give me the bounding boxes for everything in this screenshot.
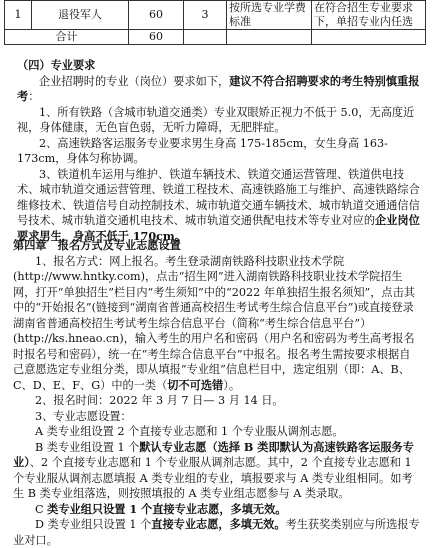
table-cell-total-count: 60	[129, 30, 184, 45]
table-cell-total-label: 合计	[5, 30, 129, 45]
table-cell-major: 退役军人	[32, 1, 129, 30]
group-d: D 类专业组只设置 1 个直接专业志愿，多填无效。考生获奖类别应与所选报专业对口。	[13, 517, 420, 547]
table-cell-no: 1	[5, 1, 32, 30]
section-intro: 企业招聘时的专业（岗位）要求如下，建议不符合招聘要求的考生特别慎重报考：	[17, 73, 420, 103]
requirement-1: 1、所有铁路（含城市轨道交通类）专业双眼矫正视力不低于 5.0，无高度近视，身体健康，无色盲色弱，无听力障碍，无肥胖症。	[17, 105, 415, 134]
table-row-total	[5, 30, 426, 45]
group-b: B 类专业组设置 1 个默认专业志愿（选择 B 类即默认为高速铁路客运服务专业）、2 个直接专业志愿和 1 个专业服从调剂志愿。其中，2 个直接专业志愿和 1 个专业服从调剂志愿填报 A 类专业组的专业，填报要求与 A 类专业组相同。如考生 B 类专业组落选，则按照填报的 A 类专业组志愿参与 A 类录取。	[13, 439, 414, 500]
table-cell-options: 3	[184, 1, 227, 30]
requirement-3: 3、铁道机车运用与维护、铁道车辆技术、铁道交通运营管理、铁道供电技术、城市轨道交通运营管理、铁道工程技术、高速铁路施工与维护、高速铁路综合维修技术、铁道信号自动控制技术、城市轨道交通车辆技术、城市轨道交通通信信号技术、城市轨道交通机电技术、城市轨道交通供配电技术等专业对应的企业岗位要求男生，身高不低于 170cm。	[17, 167, 420, 243]
table-cell-empty	[227, 30, 312, 45]
major-settings: 3、专业志愿设置：	[35, 409, 132, 423]
chapter-4	[13, 238, 421, 548]
table-cell-empty	[184, 30, 227, 45]
requirement-2: 2、高速铁路客运服务专业要求男生身高 175-185cm，女生身高 163-173cm，身体匀称协调。	[17, 136, 388, 165]
quota-table	[4, 0, 426, 45]
group-c: C 类专业组只设置 1 个直接专业志愿，多填无效。	[35, 501, 287, 516]
group-a: A 类专业组设置 2 个直接专业志愿和 1 个专业服从调剂志愿。	[35, 425, 344, 438]
registration-time: 2、报名时间：2022 年 3 月 7 日— 3 月 14 日。	[35, 394, 284, 407]
section-heading: （四）专业要求	[17, 58, 96, 72]
table-cell-empty	[312, 30, 426, 45]
chapter-heading: 第四章 报名方式及专业志愿设置	[13, 239, 181, 252]
table-row	[5, 1, 426, 30]
table-cell-criteria: 按所选专业学费标准	[227, 1, 312, 30]
table-cell-note: 在符合招生专业要求下，单招专业内任选	[312, 1, 426, 30]
section-4	[17, 58, 421, 244]
table-cell-count: 60	[129, 1, 184, 30]
registration-method: 1、报名方式：网上报名。考生登录湖南铁路科技职业技术学院(http://www.hntky.com)，点击“招生网”进入湖南铁路科技职业技术学院招生网，打开“单独招生”栏目内“考生须知”中的“2022 年单独招生报名须知”，点击其中的“开始报名”(链接到“湖南省普通高校招生考试考生综合信息平台”)或直接登录湖南省普通高校招生考试考生综合信息平台（简称“考生综合信息平台”）(http://ks.hneao.cn)，输入考生的用户名和密码（用户名和密码为考生高考报名时报名号和密码），统一在“考生综合信息平台”中报名。报名考生需按要求根据自己意愿选定专业组分类，即从填报“专业组”信息栏目中，选定组别（即：A、B、C、D、E、F、G）中的一类（切不可选错）。	[13, 254, 415, 392]
